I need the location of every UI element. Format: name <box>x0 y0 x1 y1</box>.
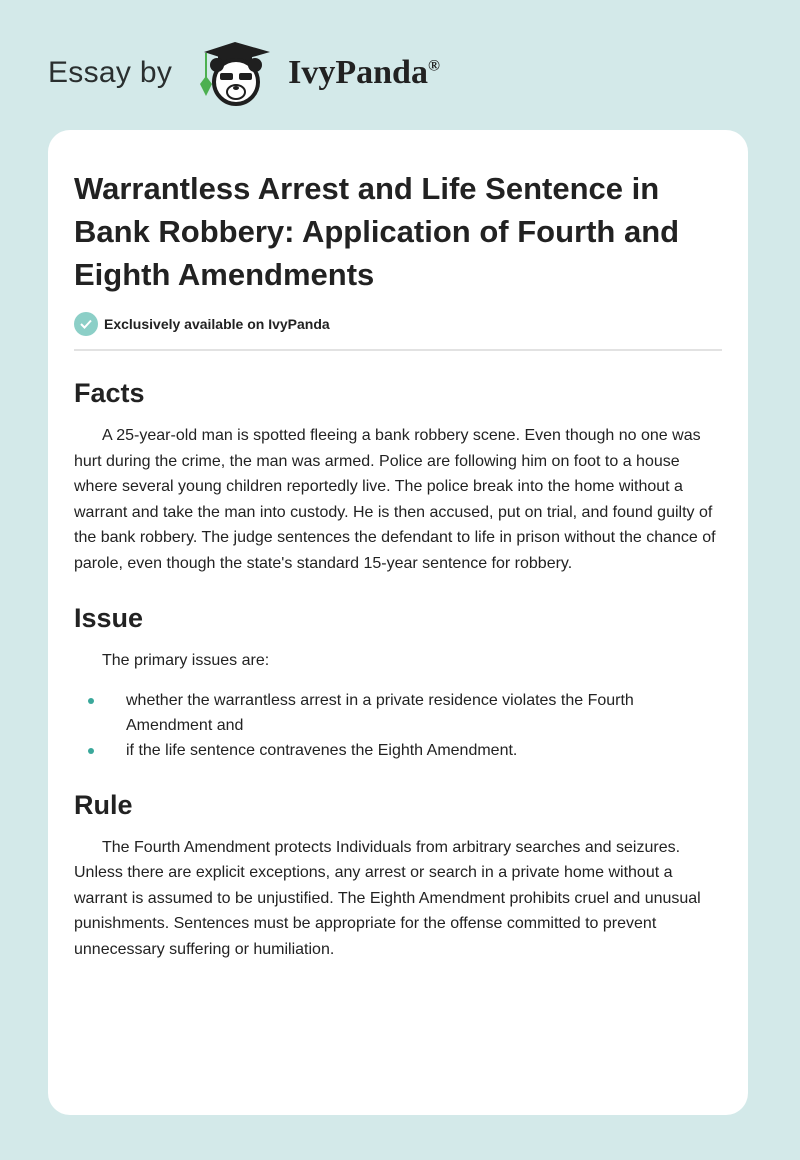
rule-paragraph: The Fourth Amendment protects Individuals from arbitrary searches and seizures. Unless there are explicit exceptions, any arrest or search in a private home without a warrant is assumed to be unjustified. The Eighth Amendment prohibits cruel and unusual punishments. Sentences must be appropriate for the offense committed to prevent unnecessary suffering or humiliation. <box>74 838 701 958</box>
section-heading-issue: Issue <box>74 603 144 633</box>
essay-by-label: Essay by <box>48 56 173 89</box>
section-heading-facts: Facts <box>74 378 145 408</box>
check-circle-icon <box>74 312 98 336</box>
section-heading-rule: Rule <box>74 789 133 820</box>
brand-name[interactable]: IvyPanda® <box>288 54 440 91</box>
essay-card <box>48 130 748 1115</box>
essay-title: Warrantless Arrest and Life Sentence in Bank Robbery: Application of Fourth and Eighth Amendments <box>74 171 680 292</box>
divider <box>74 349 722 351</box>
exclusive-text: Exclusively available on IvyPanda <box>104 316 330 332</box>
list-item: if the life sentence contravenes the Eighth Amendment. <box>74 738 722 763</box>
site-header <box>48 38 440 108</box>
list-item: whether the warrantless arrest in a private residence violates the Fourth Amendment and <box>74 688 722 738</box>
issue-intro: The primary issues are: <box>102 652 270 669</box>
issue-list <box>74 688 722 763</box>
exclusive-badge <box>74 312 722 336</box>
facts-paragraph: A 25-year-old man is spotted fleeing a bank robbery scene. Even though no one was hurt during the crime, the man was armed. Police are following him on foot to a house where several young children reportedly live. The police break into the home without a warrant and take the man into custody. He is then accused, put on trial, and found guilty of the bank robbery. The judge sentences the defendant to life in prison without the chance of parole, even though the state's standard 15-year sentence for robbery. <box>74 427 716 572</box>
bullet-icon <box>88 748 94 754</box>
panda-graduate-icon[interactable] <box>192 38 278 108</box>
bullet-icon <box>88 698 94 704</box>
